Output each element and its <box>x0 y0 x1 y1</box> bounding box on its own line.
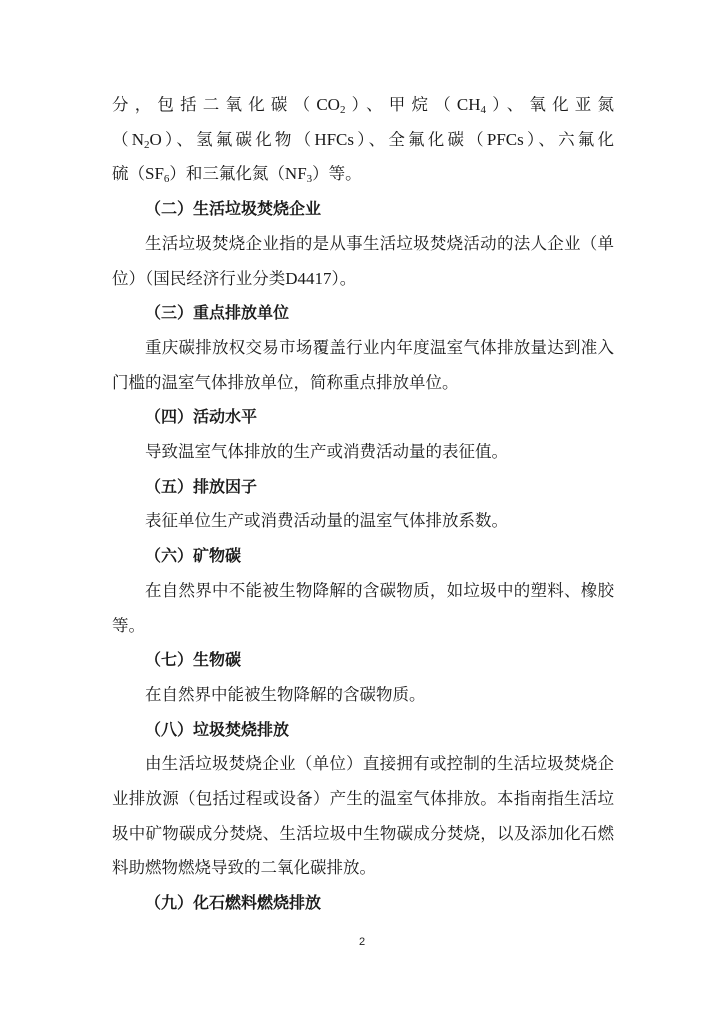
text-run: ）、甲烷（ <box>345 95 457 114</box>
section-heading-9: （九）化石燃料燃烧排放 <box>145 893 322 913</box>
ch4-formula: $CH_4$ <box>456 95 487 116</box>
document-body <box>112 88 614 921</box>
text-run: ）、氢氟碳化物（ <box>161 129 315 149</box>
sf6-formula: $SF_6$ <box>145 164 170 186</box>
text-run: ）、六氟化 <box>523 129 615 149</box>
section-heading-3: （三）重点排放单位 <box>145 303 290 323</box>
nf3-formula: $NF_3$ <box>284 164 313 186</box>
text-run: ）、氧化亚氮 <box>486 95 615 114</box>
n2o-formula: $N_2O$ <box>131 129 162 151</box>
text-run: 分，包括二氧化碳（ <box>112 95 317 114</box>
section-heading-6: （六）矿物碳 <box>145 546 242 566</box>
text-run: （ <box>112 129 132 149</box>
co2-formula: $CO_2$ <box>316 95 346 116</box>
section-heading-4: （四）活动水平 <box>145 407 258 427</box>
hfcs-formula: HFCs <box>314 129 355 149</box>
intro-line-2 <box>112 123 614 158</box>
section-heading-7: （七）生物碳 <box>145 650 242 670</box>
text-run: 硫（ <box>112 164 145 184</box>
industry-code: D4417 <box>285 268 332 288</box>
section-heading-2: （二）生活垃圾焚烧企业 <box>145 199 322 219</box>
section-heading-5: （五）排放因子 <box>145 476 258 496</box>
pfcs-formula: PFCs <box>486 129 524 149</box>
paragraph-2 <box>112 227 614 296</box>
paragraph-6: 在自然界中不能被生物降解的含碳物质，如垃圾中的塑料、橡胶等。 <box>112 580 614 635</box>
text-run: ）等。 <box>312 164 362 184</box>
page-number: 2 <box>358 936 366 948</box>
section-heading-8: （八）垃圾焚烧排放 <box>145 719 290 739</box>
text-run: ）、全氟化碳（ <box>354 129 487 149</box>
paragraph-7: 在自然界中能被生物降解的含碳物质。 <box>145 684 426 704</box>
paragraph-4: 导致温室气体排放的生产或消费活动量的表征值。 <box>145 442 508 462</box>
text-run: ）和三氟化氮（ <box>169 164 285 184</box>
paragraph-8: 由生活垃圾焚烧企业（单位）直接拥有或控制的生活垃圾焚烧企业排放源（包括过程或设备）产生的温室气体排放。本指南指生活垃圾中矿物碳成分焚烧、生活垃圾中生物碳成分焚烧，以及添加化石燃料助燃物燃烧导致的二氧化碳排放。 <box>112 754 614 878</box>
text-run: 生活垃圾焚烧企业指的是从事生活垃圾焚烧活动的法人企业（单位）（国民经济行业分类 <box>112 233 614 288</box>
intro-line-3 <box>112 157 614 192</box>
intro-line-1 <box>112 88 614 123</box>
paragraph-5: 表征单位生产或消费活动量的温室气体排放系数。 <box>145 511 508 531</box>
text-run: ）。 <box>331 268 357 288</box>
paragraph-3: 重庆碳排放权交易市场覆盖行业内年度温室气体排放量达到准入门槛的温室气体排放单位，简称重点排放单位。 <box>112 337 614 392</box>
